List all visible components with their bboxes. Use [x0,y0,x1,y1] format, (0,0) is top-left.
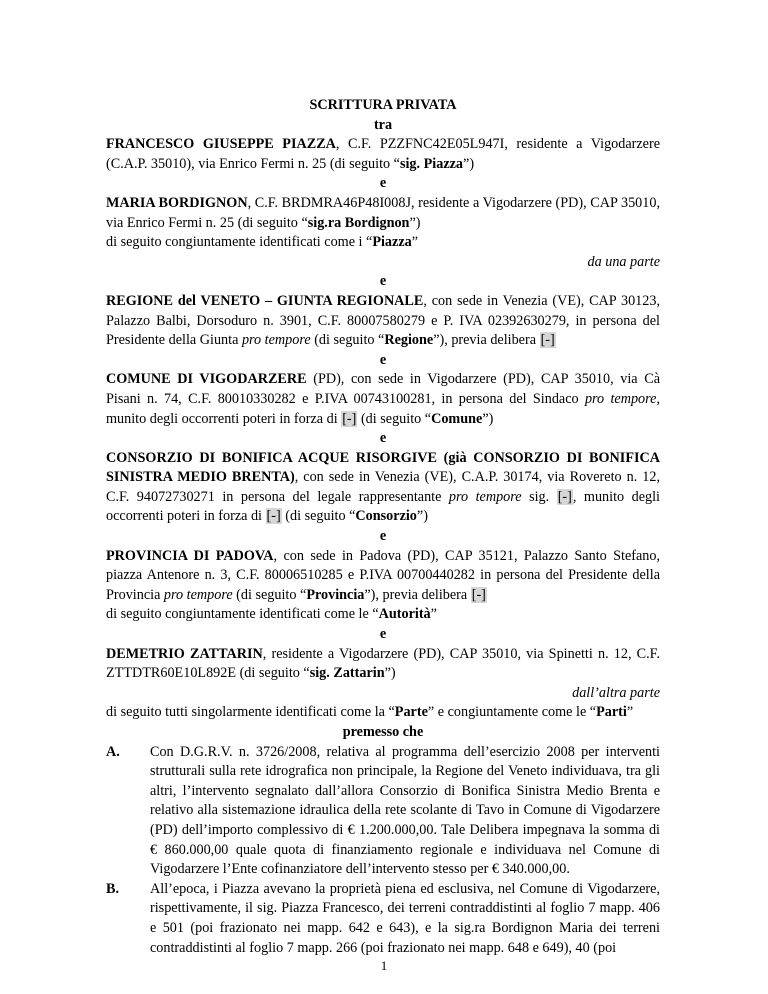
party-name: MARIA BORDIGNON [106,194,248,211]
side-label-other: dall’altra parte [572,684,660,701]
recital-text: Con D.G.R.V. n. 3726/2008, relativa al programma dell’esercizio 2008 per interventi strutturali sulla rete idrografica non principale, la Regione del Veneto individuava, tra gli altri, l’intervento segnalato dall’allora Consorzio di Bonifica Sinistra Medio Brenta e relativo alla sistemazione idraulica della rete scolante di Tavo in Comune di Vigodarzere (PD) dell’importo complessivo di € 1.200.000,00. Tale Delibera impegnava la somma di € 860.000,00 quale quota di finanziamento regionale e individuava nel Comune di Vigodarzere l’Ente cofinanziatore dell’intervento stesso per € 340.000,00. [150,743,660,878]
placeholder-field: [-] [557,488,572,505]
defined-term: sig. Zattarin [309,665,385,682]
defined-term: Consorzio [355,508,417,525]
recital-letter: B. [106,880,120,897]
placeholder-field: [-] [540,332,555,349]
separator-tra: tra [373,116,393,133]
party-name: FRANCESCO GIUSEPPE PIAZZA [106,136,336,153]
placeholder-field: [-] [471,586,486,603]
defined-term: Provincia [306,586,365,603]
separator-e: e [379,528,387,545]
separator-e: e [379,430,387,447]
separator-e: e [379,626,387,643]
placeholder-field: [-] [266,508,281,525]
defined-term: Piazza [372,234,412,251]
party-name: CONSORZIO DI BONIFICA ACQUE RISORGIVE (già CONSORZIO DI BONIFICA SINISTRA MEDIO BRENTA) [106,449,660,486]
recital-item-a [106,743,660,880]
party-name: DEMETRIO ZATTARIN [106,645,263,662]
party-zattarin: DEMETRIO ZATTARIN, residente a Vigodarzere (PD), CAP 35010, via Spinetti n. 12, C.F. ZTTDTR60E10L892E (di seguito “sig. Zattarin”) [106,645,660,682]
party-regione: REGIONE del VENETO – GIUNTA REGIONALE, con sede in Venezia (VE), CAP 30123, Palazzo Balbi, Dorsoduro n. 3901, C.F. 80007580279 e P. IVA 02392630279, in persona del Presidente della Giunta pro tempore (di seguito “Regione”), previa delibera [-] [106,292,660,349]
recital-item-b [106,880,660,958]
party-provincia: PROVINCIA DI PADOVA, con sede in Padova (PD), CAP 35121, Palazzo Santo Stefano, piazza Antenore n. 3, C.F. 80006510285 e P.IVA 00700440282 in persona del Presidente della Provincia pro tempore (di seguito “Provincia”), previa delibera [-] [106,547,661,603]
recital-letter: A. [106,743,120,760]
section-heading-premesso: premesso che [342,724,424,740]
party-name: PROVINCIA DI PADOVA [106,547,274,564]
separator-e: e [379,351,387,368]
placeholder-field: [-] [342,410,357,427]
separator-e: e [379,273,387,290]
joint-definition-autorita: di seguito congiuntamente identificati come le “Autorità” [106,606,437,623]
party-piazza-francesco: FRANCESCO GIUSEPPE PIAZZA, C.F. PZZFNC42E05L947I, residente a Vigodarzere (C.A.P. 35010), via Enrico Fermi n. 25 (di seguito “sig. Piazza”) [106,136,660,172]
party-consorzio: CONSORZIO DI BONIFICA ACQUE RISORGIVE (già CONSORZIO DI BONIFICA SINISTRA MEDIO BRENTA), con sede in Venezia (VE), C.A.P. 30174, via Rovereto n. 12, C.F. 94072730271 in persona del legale rappresentante pro tempore sig. [-], munito degli occorrenti poteri in forza di [-] (di seguito “Consorzio”) [106,449,661,525]
contract-body [106,96,660,958]
defined-term: Parti [596,704,627,721]
defined-term: sig.ra Bordignon [307,214,410,231]
party-name: COMUNE DI VIGODARZERE [106,371,307,388]
recital-text: All’epoca, i Piazza avevano la proprietà piena ed esclusiva, nel Comune di Vigodarzere, rispettivamente, il sig. Piazza Francesco, dei terreni contraddistinti al foglio 7 mapp. 406 e 501 (poi frazionato nei mapp. 642 e 643), e la sig.ra Bordignon Maria dei terreni contraddistinti al foglio 7 mapp. 266 (poi frazionato nei mapp. 648 e 649), 40 (poi [150,880,660,956]
defined-term: Parte [394,704,428,721]
parti-definition: di seguito tutti singolarmente identificati come la “Parte” e congiuntamente come le “Parti” [106,704,634,721]
side-label-first: da una parte [587,253,660,270]
defined-term: Regione [384,332,434,349]
document-title: SCRITTURA PRIVATA [309,97,457,113]
defined-term: sig. Piazza [399,155,464,172]
party-comune: COMUNE DI VIGODARZERE (PD), con sede in Vigodarzere (PD), CAP 35010, via Cà Pisani n. 74, C.F. 80010330282 e P.IVA 00743100281, in persona del Sindaco pro tempore, munito degli occorrenti poteri in forza di [-] (di seguito “Comune”) [106,371,660,427]
separator-e: e [379,175,387,192]
defined-term: Autorità [378,606,431,623]
joint-definition-piazza: di seguito congiuntamente identificati come i “Piazza” [106,234,419,251]
party-bordignon: MARIA BORDIGNON, C.F. BRDMRA46P48I008J, residente a Vigodarzere (PD), CAP 35010, via Enrico Fermi n. 25 (di seguito “sig.ra Bordignon”) [106,194,660,231]
party-name: REGIONE del VENETO – GIUNTA REGIONALE [106,292,424,309]
defined-term: Comune [431,410,483,427]
page-number: 1 [380,958,388,973]
